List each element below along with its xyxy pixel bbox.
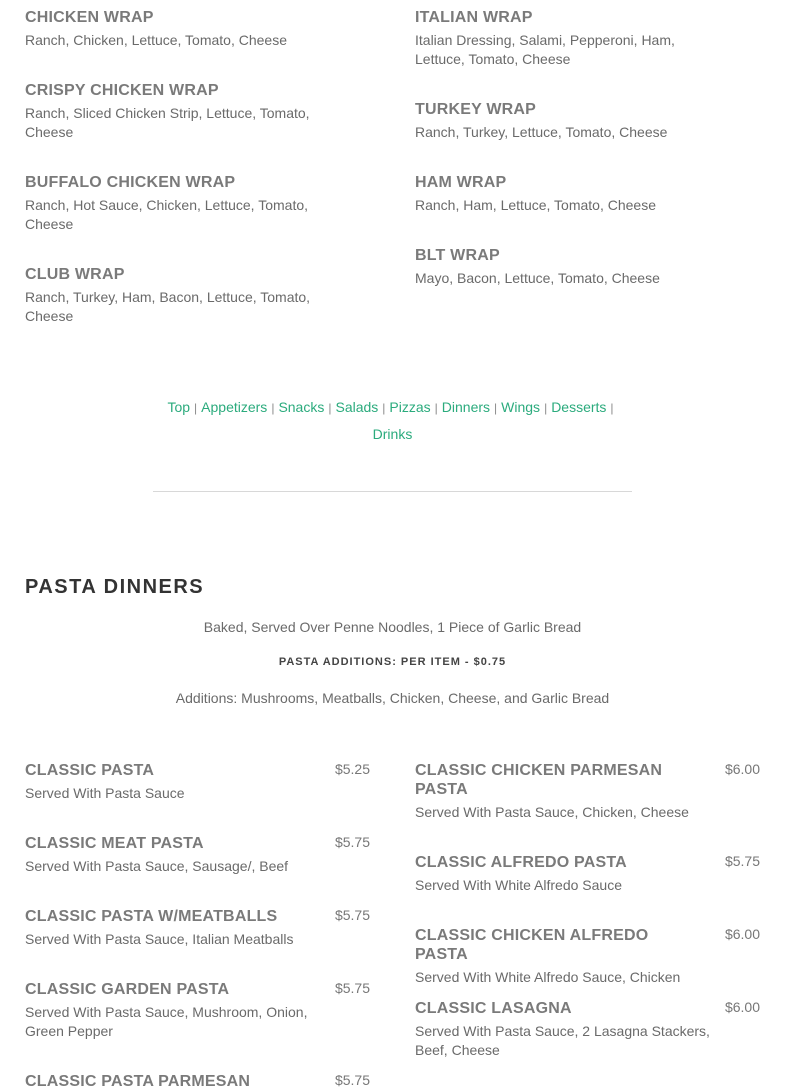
menu-item [415, 173, 760, 215]
item-price: $5.75 [334, 907, 370, 923]
nav-separator: | [494, 401, 498, 415]
item-name: CLUB WRAP [25, 266, 125, 283]
nav-link-salads[interactable]: Salads [335, 399, 379, 415]
nav-link-snacks[interactable]: Snacks [278, 399, 325, 415]
item-name: CLASSIC GARDEN PASTA [25, 981, 230, 998]
menu-item [25, 834, 370, 876]
item-name: CLASSIC PASTA [25, 762, 155, 779]
menu-item [415, 246, 760, 288]
item-price: $6.00 [724, 926, 760, 942]
item-description: Ranch, Chicken, Lettuce, Tomato, Cheese [25, 32, 288, 48]
menu-item [25, 761, 370, 803]
section-note: PASTA ADDITIONS: PER ITEM - $0.75 [278, 656, 507, 668]
menu-item [25, 1072, 370, 1090]
menu-item [415, 761, 760, 822]
item-price: $6.00 [724, 761, 760, 777]
item-name: BUFFALO CHICKEN WRAP [25, 174, 236, 191]
item-description: Ranch, Turkey, Lettuce, Tomato, Cheese [415, 124, 668, 140]
item-name: HAM WRAP [415, 174, 507, 191]
item-price: $5.75 [334, 980, 370, 996]
nav-link-appetizers[interactable]: Appetizers [201, 399, 268, 415]
item-description: Served With Pasta Sauce, Sausage/, Beef [25, 858, 289, 874]
item-price: $5.75 [334, 1072, 370, 1088]
item-name: CRISPY CHICKEN WRAP [25, 82, 219, 99]
item-name: CLASSIC PASTA W/MEATBALLS [25, 908, 278, 925]
item-description: Served With White Alfredo Sauce, Chicken [415, 969, 681, 985]
nav-link-pizzas[interactable]: Pizzas [389, 399, 431, 415]
menu-section-nav [150, 394, 635, 447]
menu-item [25, 907, 370, 949]
nav-link-drinks[interactable]: Drinks [372, 426, 413, 442]
menu-item [25, 81, 370, 142]
item-name: TURKEY WRAP [415, 101, 537, 118]
nav-separator: | [544, 401, 548, 415]
item-description: Ranch, Turkey, Ham, Bacon, Lettuce, Tomato, Cheese [25, 289, 311, 324]
item-description: Served With Pasta Sauce, 2 Lasagna Stackers, Beef, Cheese [415, 1023, 710, 1058]
section-additions: Additions: Mushrooms, Meatballs, Chicken, Cheese, and Garlic Bread [175, 690, 610, 706]
nav-separator: | [194, 401, 198, 415]
nav-link-dinners[interactable]: Dinners [441, 399, 491, 415]
nav-separator: | [610, 401, 614, 415]
nav-separator: | [271, 401, 275, 415]
item-description: Served With Pasta Sauce, Mushroom, Onion, Green Pepper [25, 1004, 308, 1039]
item-price: $5.25 [334, 761, 370, 777]
item-price: $5.75 [724, 853, 760, 869]
item-description: Ranch, Sliced Chicken Strip, Lettuce, Tomato, Cheese [25, 105, 310, 140]
item-name: CLASSIC ALFREDO PASTA [415, 854, 627, 871]
item-name: CLASSIC MEAT PASTA [25, 835, 204, 852]
item-description: Served With Pasta Sauce [25, 785, 185, 801]
item-description: Mayo, Bacon, Lettuce, Tomato, Cheese [415, 270, 660, 286]
item-price: $5.75 [334, 834, 370, 850]
nav-link-top[interactable]: Top [167, 399, 191, 415]
item-name: CLASSIC CHICKEN ALFREDO PASTA [415, 927, 649, 963]
menu-item [415, 999, 760, 1060]
section-title: PASTA DINNERS [25, 576, 205, 598]
nav-link-desserts[interactable]: Desserts [551, 399, 607, 415]
menu-item [415, 100, 760, 142]
nav-separator: | [328, 401, 332, 415]
menu-item [415, 853, 760, 895]
nav-separator: | [382, 401, 386, 415]
item-name: CLASSIC LASAGNA [415, 1000, 572, 1017]
item-description: Ranch, Ham, Lettuce, Tomato, Cheese [415, 197, 656, 213]
item-description: Italian Dressing, Salami, Pepperoni, Ham, Lettuce, Tomato, Cheese [415, 32, 675, 67]
nav-link-wings[interactable]: Wings [501, 399, 541, 415]
item-description: Served With Pasta Sauce, Chicken, Cheese [415, 804, 689, 820]
menu-item [25, 980, 370, 1041]
section-intro: Baked, Served Over Penne Noodles, 1 Piece of Garlic Bread [203, 619, 582, 635]
item-name: ITALIAN WRAP [415, 9, 533, 26]
menu-item [25, 265, 370, 326]
item-description: Served With Pasta Sauce, Italian Meatballs [25, 931, 294, 947]
menu-item [25, 8, 370, 50]
item-description: Served With White Alfredo Sauce [415, 877, 622, 893]
menu-item [415, 8, 760, 69]
item-name: CLASSIC PASTA PARMESAN [25, 1073, 251, 1090]
item-description: Ranch, Hot Sauce, Chicken, Lettuce, Tomato, Cheese [25, 197, 309, 232]
nav-separator: | [434, 401, 438, 415]
item-price: $6.00 [724, 999, 760, 1015]
section-divider [153, 491, 632, 492]
item-name: CLASSIC CHICKEN PARMESAN PASTA [415, 762, 663, 798]
item-name: CHICKEN WRAP [25, 9, 154, 26]
menu-item [415, 926, 760, 987]
menu-item [25, 173, 370, 234]
item-name: BLT WRAP [415, 247, 500, 264]
